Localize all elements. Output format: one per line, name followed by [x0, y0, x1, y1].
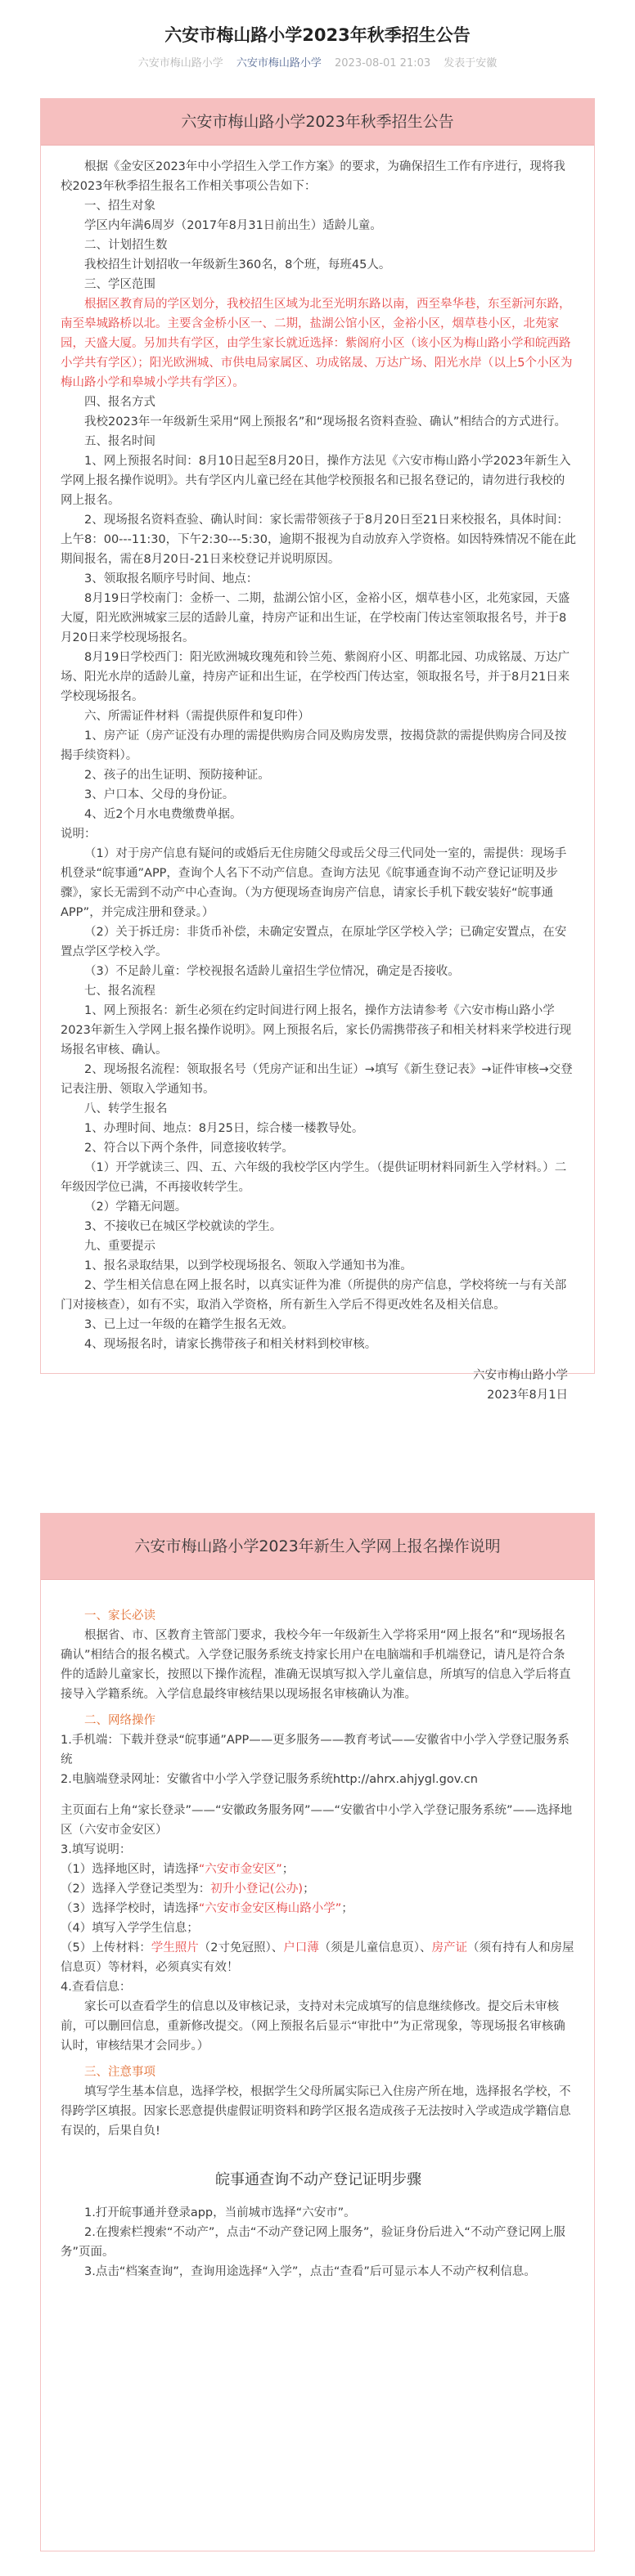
- step-text: （须有持有人和房屋信息页）等材料，必须真实有效！: [61, 1941, 574, 1974]
- notice-card: [40, 98, 595, 1402]
- note-item: （3）不足龄儿童：学校视报名适龄儿童招生学位情况，确定是否接收。: [84, 965, 460, 978]
- note-heading: 说明：: [61, 828, 97, 841]
- paragraph: 8月19日学校南门：金桥一、二期，盐湖公馆小区，金裕小区，烟草巷小区，北苑家园，天盛大厦，阳光欧洲城家三层的适龄儿童，持房产证和出生证，在学校南门传达室领取报名号，并于8月20日来学校现场报名。: [61, 592, 570, 644]
- step-highlight: 房产证: [431, 1941, 467, 1954]
- paragraph: 填写学生基本信息，选择学校，根据学生父母所属实际已入住房产所在地，选择报名学校，不得跨学区填报。因家长恶意提供虚假证明资料和跨学区报名造成孩子无法按时入学或造成学籍信息有误的，后果自负!: [61, 2085, 571, 2138]
- paragraph: 8月19日学校西门：阳光欧洲城玫瑰苑和铃兰苑、紫阁府小区、明都北园、功成铭晟、万达广场、阳光水岸的适龄儿童，持房产证和出生证，在学校西门传达室，领取报名号，并于8月21日来学校现场报名。: [61, 651, 570, 703]
- guide-step: 1.打开皖事通并登录app，当前城市选择“六安市”。: [84, 2206, 356, 2219]
- step-highlight: “六安市金安区梅山路小学”: [198, 1902, 342, 1915]
- fill-step: [61, 1938, 576, 1977]
- section-heading: 三、注意事项: [84, 2066, 155, 2079]
- guide-card: [40, 1513, 595, 2551]
- paragraph: 1.手机端：下载并登录“皖事通”APP——更多服务——教育考试——安徽省中小学入学登记服务系统: [61, 1734, 570, 1766]
- meta-datetime: 2023-08-01 21:03: [335, 57, 431, 70]
- paragraph: 4.查看信息：: [61, 1981, 132, 1994]
- paragraph: 主页面右上角“家长登录”——“安徽政务服务网”——“安徽省中小学入学登记服务系统”——选择地区（六安市金安区）: [61, 1804, 573, 1837]
- paragraph: 2、现场报名资料查验、确认时间：家长需带领孩子于8月20日至21日来校报名，具体时间：上午8：00---11:30，下午2:30---5:30，逾期不报视为自动放弃入学资格。如因特殊情况不能在此期间报名，需在8月20日-21日来校登记并说明原因。: [61, 514, 576, 566]
- paragraph: 3.填写说明：: [61, 1843, 132, 1856]
- paragraph: 1、网上预报名时间：8月10日起至8月20日，操作方法见《六安市梅山路小学2023年新生入学网上报名操作说明》。共有学区内儿童已经在其他学校预报名和已报名登记的，请勿进行我校的网上报名。: [61, 455, 571, 507]
- guide-step: 3.点击“档案查询”，查询用途选择“入学”，点击“查看”后可显示本人不动产权利信息。: [84, 2265, 536, 2278]
- intro-paragraph: 根据《金安区2023年中小学招生入学工作方案》的要求，为确保招生工作有序进行，现将我校2023年秋季招生报名工作相关事项公告如下：: [61, 160, 565, 193]
- paragraph: 我校2023年一年级新生采用“网上预报名”和“现场报名资料查验、确认”相结合的方式进行。: [84, 415, 566, 429]
- section-heading: 六、所需证件材料（需提供原件和复印件）: [84, 710, 310, 723]
- signature-date: 2023年8月1日: [487, 1389, 568, 1402]
- article-header: [0, 0, 635, 72]
- paragraph: 根据省、市、区教育主管部门要求，我校今年一年级新生入学将采用“网上报名”和“现场报名确认”相结合的报名模式。入学登记服务系统支持家长用户在电脑端和手机端登记，请凡是符合条件的适龄儿童家长，按照以下操作流程，准确无误填写拟入学儿童信息，所填写的信息入学后将直接导入学籍系统。入学信息最终审核结果以现场报名审核确认为准。: [61, 1629, 571, 1701]
- paragraph: 2、符合以下两个条件，同意接收转学。: [84, 1142, 294, 1155]
- notice-card-body: [41, 146, 594, 1413]
- step-text: （1）选择地区时，请选择: [61, 1863, 199, 1876]
- paragraph: 学区内年满6周岁（2017年8月31日前出生）适龄儿童。: [84, 219, 382, 232]
- paragraph: 2、孩子的出生证明、预防接种证。: [84, 769, 270, 782]
- step-text: （2）选择入学登记类型为：: [61, 1883, 211, 1896]
- section-heading: 三、学区范围: [84, 278, 155, 291]
- section-heading: 四、报名方式: [84, 396, 155, 409]
- paragraph: （2）学籍无问题。: [84, 1200, 187, 1214]
- section-heading: 二、计划招生数: [84, 239, 168, 252]
- paragraph: 2、现场报名流程：领取报名号（凭房产证和出生证）→填写《新生登记表》→证件审核→交登记表注册、领取入学通知书。: [61, 1063, 573, 1096]
- signature-org: 六安市梅山路小学: [473, 1369, 568, 1382]
- paragraph: 家长可以查看学生的信息以及审核记录，支持对未完成填写的信息继续修改。提交后未审核前，可以删回信息，重新修改提交。（网上预报名后显示“审批中”为正常现象，等现场报名审核确认时，审核结果才会同步。）: [61, 2000, 565, 2053]
- section-heading: 一、招生对象: [84, 200, 155, 213]
- step-text: （5）上传材料：: [61, 1941, 151, 1954]
- paragraph: （1）开学就读三、四、五、六年级的我校学区内学生。（提供证明材料同新生入学材料。）二年级因学位已满，不再接收转学生。: [61, 1161, 567, 1194]
- paragraph: 3、已上过一年级的在籍学生报名无效。: [84, 1318, 294, 1331]
- article-meta: [0, 56, 635, 72]
- section-heading: 一、家长必读: [84, 1609, 155, 1622]
- article-title: 六安市梅山路小学2023年秋季招生公告: [164, 25, 471, 45]
- paragraph: 3、领取报名顺序号时间、地点：: [84, 572, 259, 586]
- fill-step: [61, 1899, 576, 1919]
- paragraph: 我校招生计划招收一年级新生360名，8个班，每班45人。: [84, 258, 391, 272]
- meta-school: 六安市梅山路小学: [137, 57, 223, 70]
- step-highlight: 初升小登记(公办): [210, 1883, 304, 1896]
- paragraph: 4、现场报名时，请家长携带孩子和相关材料到校审核。: [84, 1338, 377, 1351]
- paragraph: 3、不接收已在城区学校就读的学生。: [84, 1220, 282, 1233]
- step-text: ；: [341, 1902, 354, 1915]
- paragraph: 1、报名录取结果，以到学校现场报名、领取入学通知书为准。: [84, 1259, 412, 1272]
- step-highlight: 学生照片: [151, 1941, 199, 1954]
- paragraph: 1、办理时间、地点：8月25日，综合楼一楼教导处。: [84, 1122, 364, 1135]
- note-item: （1）对于房产信息有疑问的或婚后无住房随父母或岳父母三代同处一室的，需提供：现场手机登录“皖事通”APP，查询个人名下不动产信息。查询方法见《皖事通查询不动产登记证明及步骤》，家长无需到不动产中心查询。（为方便现场查询房产信息，请家长手机下载安装好“皖事通APP”，并完成注册和登录。）: [61, 847, 567, 919]
- step-text: ；: [303, 1883, 315, 1896]
- paragraph: 1、房产证（房产证没有办理的需提供购房合同及购房发票，按揭贷款的需提供购房合同及按揭手续资料）。: [61, 729, 567, 762]
- section-heading: 九、重要提示: [84, 1240, 155, 1253]
- district-range-paragraph: 根据区教育局的学区划分，我校招生区域为北至光明东路以南，西至皋华巷，东至新河东路，南至皋城路桥以北。主要含金桥小区一、二期，盐湖公馆小区，金裕小区，烟草巷小区，北苑家园，天盛大厦。另加共有学区，由学生家长就近选择：紫阁府小区（该小区为梅山路小学和皖西路小学共有学区）；阳光欧洲城、市供电局家属区、功成铭晟、万达广场、阳光水岸（以上5个小区为梅山路小学和皋城小学共有学区）。: [61, 298, 573, 389]
- fill-step: （4）填写入学学生信息；: [61, 1922, 199, 1935]
- step-text: （须是儿童信息页）、: [318, 1941, 432, 1954]
- paragraph: 3、户口本、父母的身份证。: [84, 788, 235, 801]
- step-text: （3）选择学校时，请选择: [61, 1902, 199, 1915]
- section-heading: 二、网络操作: [84, 1714, 155, 1727]
- step-highlight: “六安市金安区”: [198, 1863, 282, 1876]
- paragraph: 2、学生相关信息在网上报名时，以真实证件为准（所提供的房产信息，学校将统一与有关部门对接核查），如有不实，取消入学资格，所有新生入学后不得更改姓名及相关信息。: [61, 1279, 567, 1312]
- note-item: （2）关于拆迁房：非货币补偿，未确定安置点，在原址学区学校入学；已确定安置点，在安置点学区学校入学。: [61, 926, 567, 958]
- step-text: ；: [281, 1863, 295, 1876]
- fill-step: [61, 1860, 576, 1879]
- guide-card-body: [41, 1580, 594, 2290]
- paragraph: 1、网上预报名：新生必须在约定时间进行网上报名，操作方法请参考《六安市梅山路小学2023年新生入学网上报名操作说明》。网上预报名后，家长仍需携带孩子和相关材料来学校进行现场报名审核、确认。: [61, 1004, 572, 1057]
- meta-location: 发表于安徽: [444, 57, 498, 70]
- paragraph: 4、近2个月水电费缴费单据。: [84, 808, 242, 821]
- guide-step: 2.在搜索栏搜索“不动产”，点击“不动产登记网上服务”，验证身份后进入“不动产登记网上服务”页面。: [61, 2226, 565, 2259]
- section-heading: 七、报名流程: [84, 985, 155, 998]
- section-heading: 八、转学生报名: [84, 1102, 168, 1115]
- guide-card-title: 六安市梅山路小学2023年新生入学网上报名操作说明: [41, 1514, 594, 1580]
- section-heading: 五、报名时间: [84, 435, 155, 448]
- fill-step: [61, 1879, 576, 1899]
- step-highlight: 户口薄: [283, 1941, 319, 1954]
- notice-card-title: 六安市梅山路小学2023年秋季招生公告: [41, 99, 594, 146]
- paragraph: 2.电脑端登录网址：安徽省中小学入学登记服务系统http://ahrx.ahjygl.gov.cn: [61, 1773, 478, 1786]
- step-text: （2寸免冠照）、: [198, 1941, 284, 1954]
- guide-subtitle: 皖事通查询不动产登记证明步骤: [215, 2171, 421, 2188]
- meta-account-link[interactable]: 六安市梅山路小学: [236, 57, 322, 70]
